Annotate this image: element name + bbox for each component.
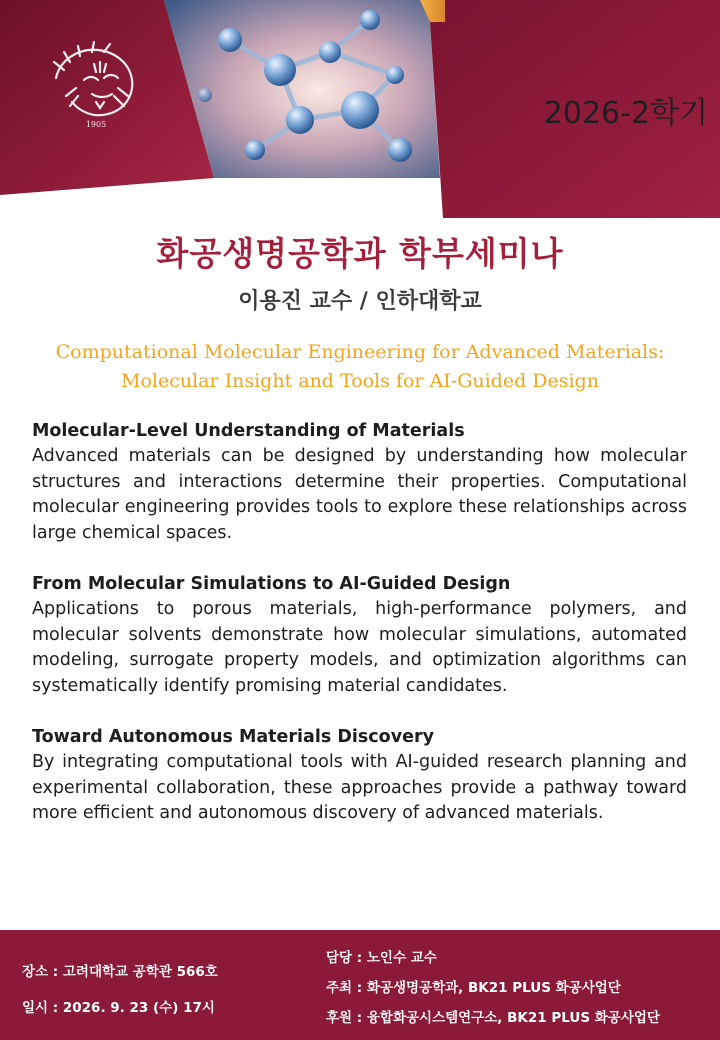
speaker-line: 이용진 교수 / 인하대학교	[238, 289, 482, 314]
sponsor-info: 후원 : 융합화공시스템연구소, BK21 PLUS 화공사업단	[326, 1010, 660, 1026]
datetime-info: 일시 : 2026. 9. 23 (수) 17시	[22, 1000, 215, 1016]
section-body: Applications to porous materials, high-performance polymers, and molecular solvents demonstrate how molecular simulations, automated modeling, surrogate property models, and optimization algorithms can systematically identify promising material candidates.	[32, 599, 687, 696]
footer-info-bar	[0, 930, 720, 1040]
section-autonomous-discovery	[32, 724, 687, 827]
venue-info: 장소 : 고려대학교 공학관 566호	[22, 964, 218, 980]
host-info: 주최 : 화공생명공학과, BK21 PLUS 화공사업단	[326, 980, 621, 996]
section-heading: Molecular-Level Understanding of Materials	[32, 421, 465, 441]
semester-label: 2026-2학기	[543, 96, 708, 131]
section-ai-guided-design	[32, 571, 687, 699]
emblem-year: 1905	[85, 120, 107, 129]
talk-title-line-1: Computational Molecular Engineering for Advanced Materials:	[55, 341, 665, 363]
section-heading: Toward Autonomous Materials Discovery	[32, 727, 435, 747]
abstract-content	[32, 418, 687, 852]
header-banner	[0, 0, 720, 218]
section-body: By integrating computational tools with AI-guided research planning and experimental collaboration, these approaches provide a pathway toward more efficient and autonomous discovery of advanced materials.	[32, 752, 687, 823]
talk-title-line-2: Molecular Insight and Tools for AI-Guided Design	[120, 370, 599, 392]
seminar-title: 화공생명공학과 학부세미나	[156, 234, 564, 273]
talk-title	[0, 338, 720, 396]
section-molecular-understanding	[32, 418, 687, 546]
section-heading: From Molecular Simulations to AI-Guided Design	[32, 574, 511, 594]
contact-info: 담당 : 노인수 교수	[326, 950, 437, 966]
section-body: Advanced materials can be designed by understanding how molecular structures and interactions determine their properties. Computational molecular engineering provides tools to explore these relationships across large chemical spaces.	[32, 446, 687, 543]
